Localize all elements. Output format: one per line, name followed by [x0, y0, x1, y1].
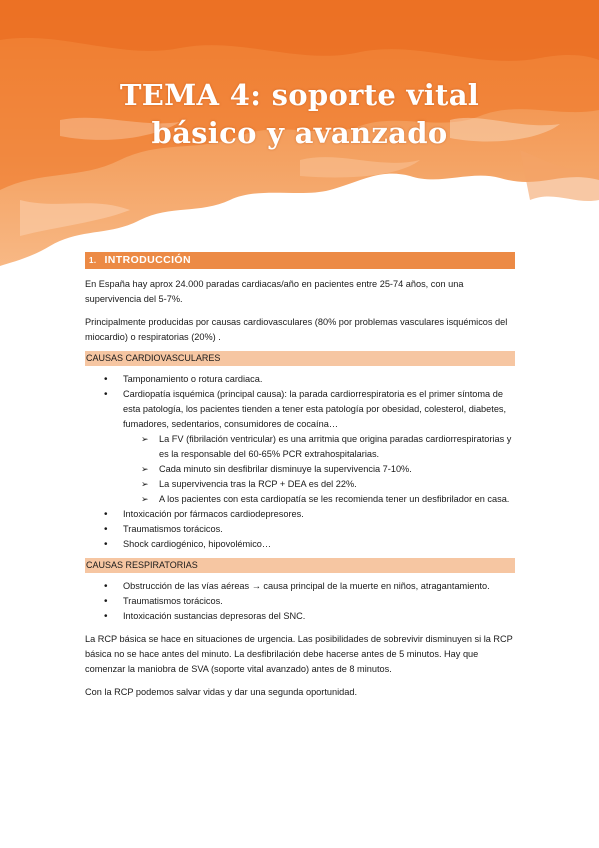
closing-paragraph-2: Con la RCP podemos salvar vidas y dar una segunda oportunidad.: [85, 687, 358, 697]
subheading-causas-respiratorias: CAUSAS RESPIRATORIAS: [85, 558, 515, 573]
resp-causes-list: [123, 579, 515, 624]
intro-paragraph-1: En España hay aprox 24.000 paradas cardiacas/año en pacientes entre 25-74 años, con una supervivencia del 5-7%.: [85, 279, 464, 304]
list-item-text: Cardiopatía isquémica (principal causa): la parada cardiorrespiratoria es el primer síntoma de esta patología, los pacientes tienden a tener esta patología por obesidad, colesterol, diabetes, fumadores, sedentarios, consumidores de cocaína…: [123, 389, 507, 429]
sub-list-item: [141, 477, 515, 492]
watercolor-banner: [0, 0, 599, 270]
title-line-1: TEMA 4: soporte vital: [119, 78, 480, 112]
subheading-causas-cardiovasculares: CAUSAS CARDIOVASCULARES: [85, 351, 515, 366]
list-item: • Shock cardiogénico, hipovolémico…: [123, 537, 515, 552]
cardiopatia-sublist: [141, 432, 515, 507]
sub-list-item: [141, 432, 515, 462]
cardio-causes-list: [123, 372, 515, 552]
document-title: [0, 76, 599, 152]
list-item: • Intoxicación por fármacos cardiodepresores.: [123, 507, 515, 522]
arrow-bullet-icon: ➢: [141, 479, 149, 489]
arrow-bullet-icon: ➢: [141, 464, 149, 474]
arrow-bullet-icon: ➢: [141, 434, 149, 444]
list-item: • Traumatismos torácicos.: [123, 522, 515, 537]
sub-list-item: [141, 462, 515, 477]
list-item: • Intoxicación sustancias depresoras del SNC.: [123, 609, 515, 624]
closing-paragraph-1: La RCP básica se hace en situaciones de urgencia. Las posibilidades de sobrevivir disminuyen si la RCP básica no se hace antes del minuto. La desfibrilación debe hacerse antes de 5 minutos. Hay que comenzar la maniobra de SVA (soporte vital avanzado) antes de 8 minutos.: [85, 634, 513, 674]
document-body: [85, 252, 515, 700]
list-item: • Traumatismos torácicos.: [123, 594, 515, 609]
section-heading-introduccion: [85, 252, 515, 269]
list-item: • Obstrucción de las vías aéreas → causa principal de la muerte en niños, atragantamiento.: [123, 579, 515, 594]
list-item: [123, 387, 515, 507]
intro-paragraph-2: Principalmente producidas por causas cardiovasculares (80% por problemas vasculares isquémicos del miocardio) o respiratorias (20%) .: [85, 317, 508, 342]
list-item: • Tamponamiento o rotura cardiaca.: [123, 372, 515, 387]
section-number: 1.: [89, 256, 97, 265]
section-heading-text: INTRODUCCIÓN: [104, 254, 191, 266]
arrow-bullet-icon: ➢: [141, 494, 149, 504]
sub-list-item: [141, 492, 515, 507]
sub-list-item-text: Cada minuto sin desfibrilar disminuye la supervivencia 7-10%.: [159, 464, 412, 474]
title-line-2: básico y avanzado: [151, 116, 448, 150]
sub-list-item-text: A los pacientes con esta cardiopatía se les recomienda tener un desfibrilador en casa.: [159, 494, 510, 504]
sub-list-item-text: La supervivencia tras la RCP + DEA es del 22%.: [159, 479, 357, 489]
sub-list-item-text: La FV (fibrilación ventricular) es una arritmia que origina paradas cardiorrespiratorias y es la responsable del 60-65% PCR extrahospitalarias.: [159, 434, 512, 459]
